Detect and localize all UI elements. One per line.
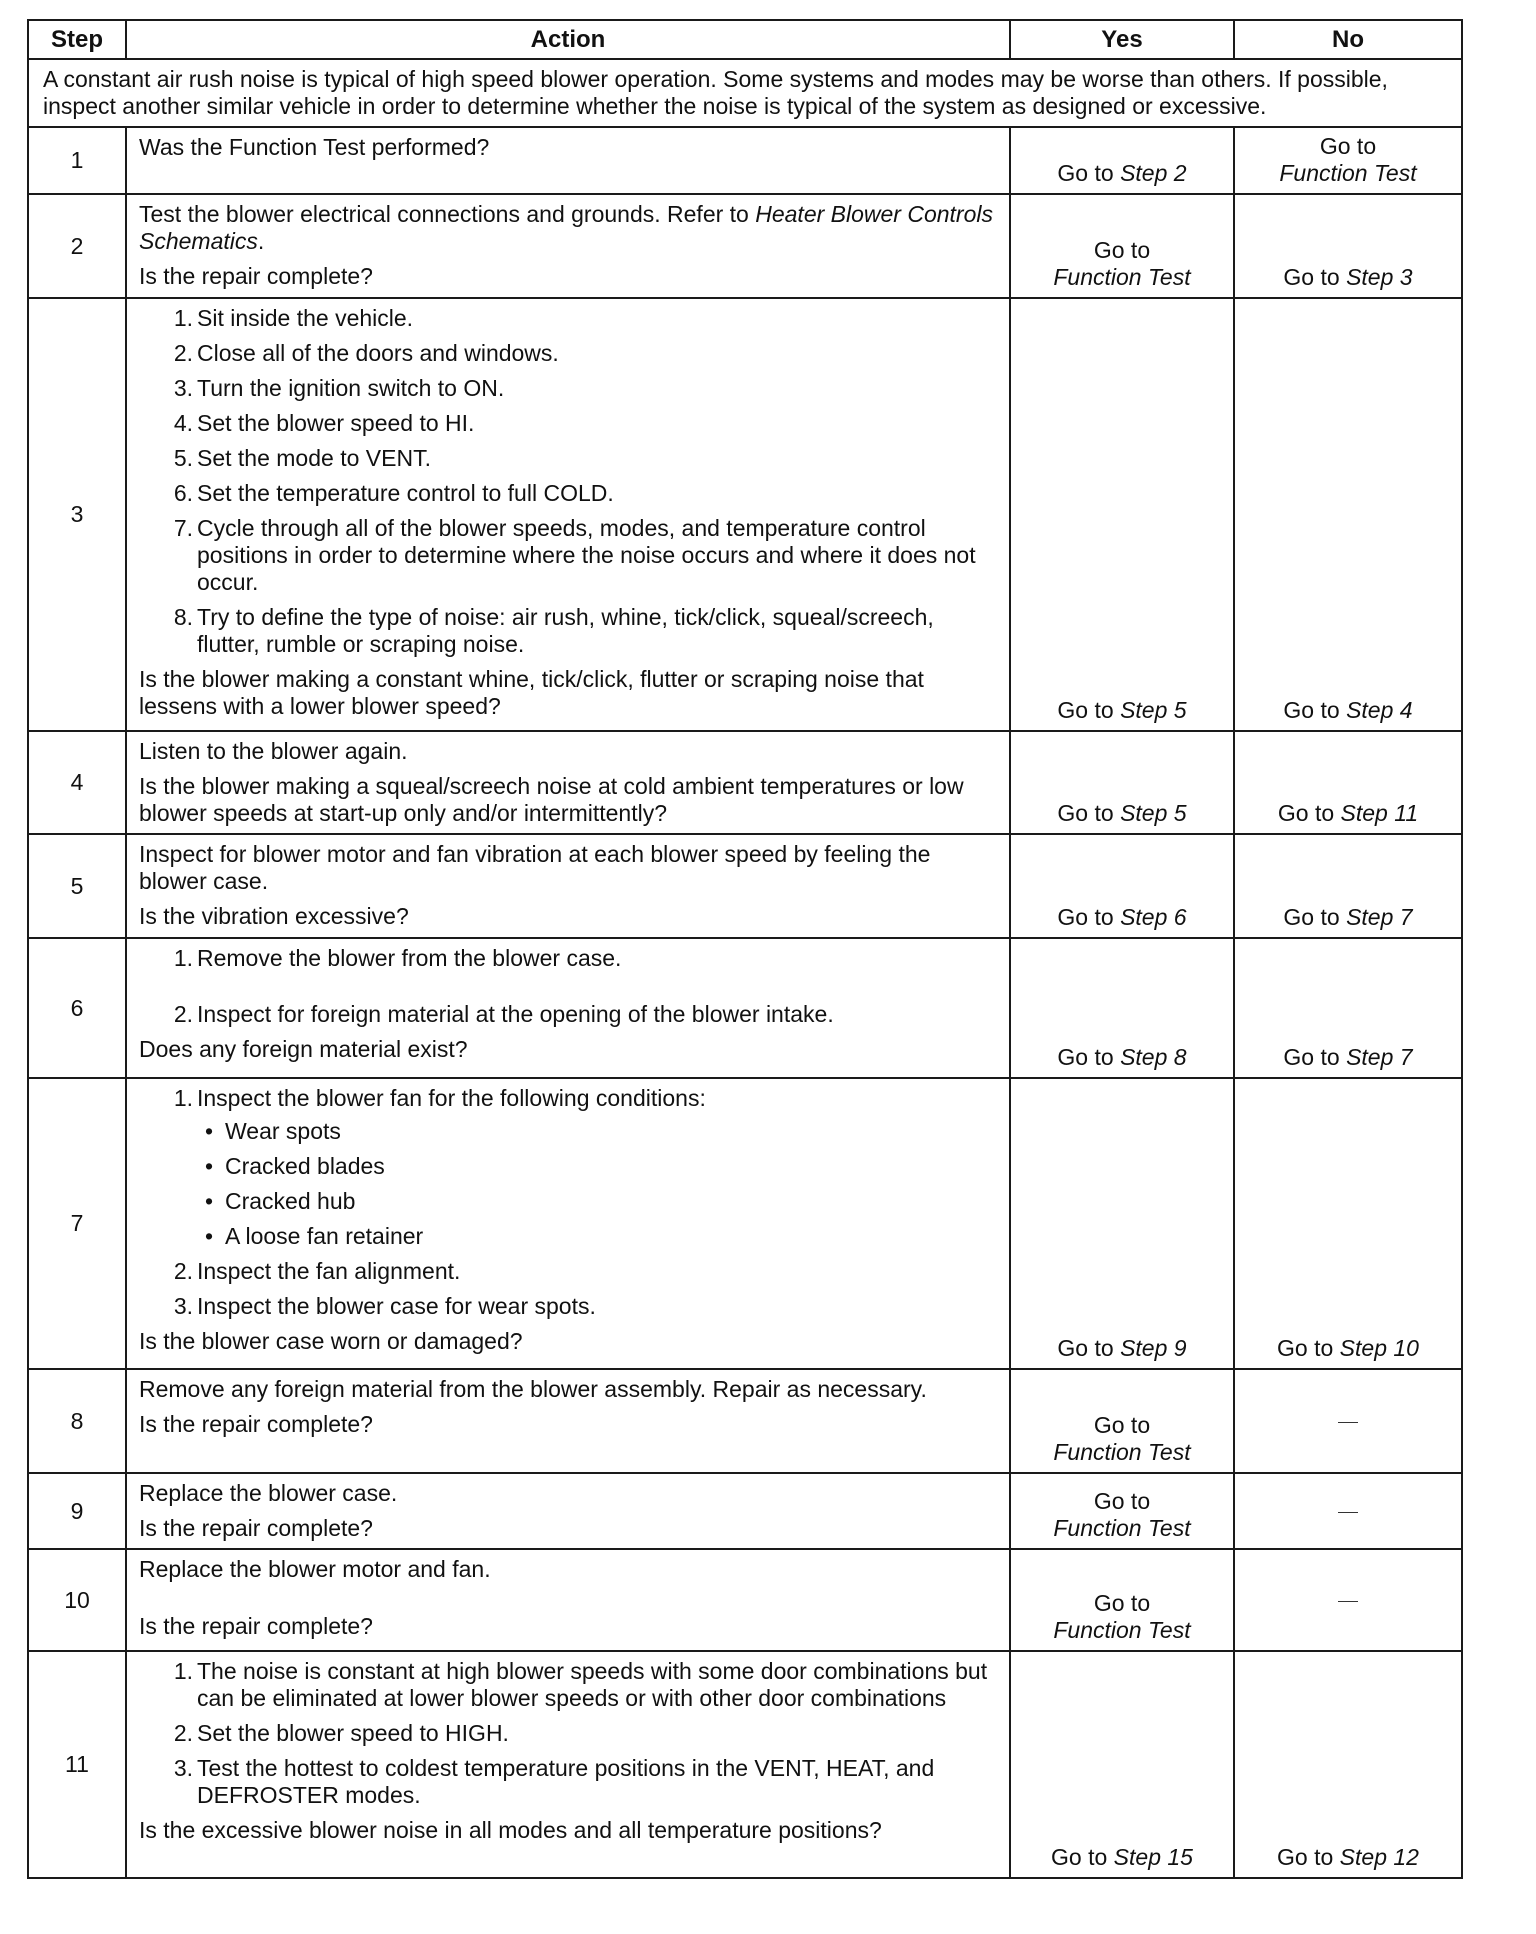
bullet-item [197,1153,999,1180]
list-item [139,1085,999,1250]
no-cell [1234,1651,1462,1878]
yes-prefix: Go to [1093,237,1151,263]
no-prefix: Go to [1277,1335,1340,1361]
no-link[interactable]: Step 4 [1346,697,1413,723]
action-cell [126,1549,1010,1651]
action-cell [126,194,1010,298]
item-number: 8. [173,604,193,630]
item-text: Turn the ignition switch to ON. [197,375,505,401]
item-text: Close all of the doors and windows. [197,340,559,366]
list-item [139,305,999,332]
no-link[interactable]: Step 12 [1339,1844,1419,1870]
item-text: Try to define the type of noise: air rush, whine, tick/click, squeal/screech, flutter, rumble or scraping noise. [197,604,934,657]
step-number: 7 [28,1078,126,1369]
action-cell [126,127,1010,194]
bullet-icon: • [205,1188,214,1214]
intro-text: A constant air rush noise is typical of high speed blower operation. Some systems and modes may be worse than others. If possible, inspect another similar vehicle in order to determine whether the noise is typical of the system as designed or excessive. [28,59,1462,127]
bullet-text: Cracked blades [225,1153,385,1179]
bullet-item [197,1118,999,1145]
bullet-text: Cracked hub [225,1188,356,1214]
table-row [28,127,1462,194]
question-text: Does any foreign material exist? [139,1036,468,1062]
yes-prefix: Go to [1057,1335,1121,1361]
no-prefix: Go to [1319,133,1377,159]
yes-link[interactable]: Step 15 [1113,1844,1193,1870]
step-number: 10 [28,1549,126,1651]
table-row [28,298,1462,731]
bullet-icon: • [205,1223,214,1249]
no-prefix: Go to [1277,1844,1340,1870]
yes-link[interactable]: Function Test [1053,1439,1191,1465]
item-number: 1. [173,305,193,331]
item-number: 2. [173,340,193,366]
yes-prefix: Go to [1051,1844,1114,1870]
question-text: Was the Function Test performed? [139,134,490,160]
no-link[interactable]: Step 11 [1340,800,1419,826]
table-row [28,194,1462,298]
no-link[interactable]: Step 7 [1346,904,1413,930]
instruction-text: Replace the blower motor and fan. [139,1556,491,1582]
question-text: Is the repair complete? [139,1613,373,1639]
action-cell [126,1078,1010,1369]
yes-link[interactable]: Step 6 [1120,904,1187,930]
bullet-item [197,1223,999,1250]
question-text: Is the vibration excessive? [139,903,409,929]
item-number: 3. [173,1293,193,1319]
yes-prefix: Go to [1057,904,1121,930]
item-number: 2. [173,1001,193,1027]
diagnostic-table [27,19,1463,1879]
list-item [139,1755,999,1809]
schematic-reference-link[interactable]: Heater Blower Controls Schematics [139,201,993,254]
yes-cell [1010,731,1234,834]
list-item [139,340,999,367]
step-number: 8 [28,1369,126,1473]
step-number: 4 [28,731,126,834]
list-item [139,445,999,472]
yes-cell [1010,834,1234,938]
yes-link[interactable]: Step 5 [1120,800,1187,826]
item-number: 3. [173,1755,193,1781]
bullet-item [197,1188,999,1215]
table-row [28,1473,1462,1549]
condition-list [197,1118,999,1250]
procedure-list [139,1085,999,1320]
question-text: Is the repair complete? [139,1515,373,1541]
no-cell [1234,1473,1462,1549]
yes-prefix: Go to [1093,1412,1151,1438]
yes-cell [1010,1078,1234,1369]
item-text: Inspect for foreign material at the opening of the blower intake. [197,1001,834,1027]
no-cell [1234,1549,1462,1651]
question-text: Is the blower making a constant whine, tick/click, flutter or scraping noise that lessens with a lower blower speed? [139,666,924,719]
no-prefix: Go to [1283,904,1347,930]
step-number: 9 [28,1473,126,1549]
yes-cell [1010,298,1234,731]
list-item [139,945,999,972]
no-cell [1234,834,1462,938]
action-cell [126,1473,1010,1549]
action-cell [126,834,1010,938]
action-cell [126,1651,1010,1878]
yes-cell [1010,1651,1234,1878]
no-prefix: Go to [1283,1044,1347,1070]
header-yes: Yes [1010,20,1234,59]
yes-link[interactable]: Step 2 [1120,160,1187,186]
table-row [28,1549,1462,1651]
item-number: 2. [173,1720,193,1746]
table-row [28,1369,1462,1473]
no-link[interactable]: Step 3 [1346,264,1413,290]
table-row [28,834,1462,938]
list-item [139,604,999,658]
step-number: 11 [28,1651,126,1878]
step-number: 6 [28,938,126,1078]
instruction-prefix: Test the blower electrical connections and grounds. Refer to [139,201,756,227]
yes-prefix: Go to [1093,1488,1151,1514]
no-cell [1234,1369,1462,1473]
item-text: Set the blower speed to HI. [197,410,475,436]
yes-prefix: Go to [1057,697,1121,723]
item-text: Test the hottest to coldest temperature positions in the VENT, HEAT, and DEFROSTER modes. [197,1755,935,1808]
empty-dash [1338,1601,1358,1602]
no-cell [1234,938,1462,1078]
no-prefix: Go to [1283,264,1347,290]
item-number: 2. [173,1258,193,1284]
no-link[interactable]: Step 10 [1339,1335,1419,1361]
instruction-text: Inspect for blower motor and fan vibration at each blower speed by feeling the blower case. [139,841,931,894]
yes-cell [1010,938,1234,1078]
item-number: 6. [173,480,193,506]
step-number: 3 [28,298,126,731]
item-text: Sit inside the vehicle. [197,305,414,331]
diagnostic-table-sheet [27,19,1461,1879]
list-item [139,1720,999,1747]
item-text: Remove the blower from the blower case. [197,945,622,971]
item-text: Inspect the blower fan for the following conditions: [197,1085,706,1111]
no-cell [1234,127,1462,194]
table-row [28,938,1462,1078]
yes-cell [1010,127,1234,194]
yes-prefix: Go to [1057,160,1121,186]
step-number: 5 [28,834,126,938]
item-text: Cycle through all of the blower speeds, modes, and temperature control positions in order to determine where the noise occurs and where it does not occur. [197,515,976,595]
yes-prefix: Go to [1093,1590,1151,1616]
item-text: Set the mode to VENT. [197,445,431,471]
empty-dash [1338,1512,1358,1513]
step-number: 2 [28,194,126,298]
yes-cell [1010,1549,1234,1651]
step-number: 1 [28,127,126,194]
no-cell [1234,731,1462,834]
intro-row [28,59,1462,127]
yes-link[interactable]: Step 9 [1120,1335,1187,1361]
bullet-text: A loose fan retainer [225,1223,424,1249]
item-text: The noise is constant at high blower speeds with some door combinations but can be eliminated at lower blower speeds or with other door combinations [197,1658,988,1711]
no-link[interactable]: Function Test [1279,160,1417,186]
list-item [139,1258,999,1285]
list-item [139,480,999,507]
instruction-text: Listen to the blower again. [139,738,408,764]
item-number: 1. [173,945,193,971]
bullet-text: Wear spots [225,1118,341,1144]
question-text: Is the repair complete? [139,1411,373,1437]
instruction-text: Replace the blower case. [139,1480,398,1506]
header-action: Action [126,20,1010,59]
bullet-icon: • [205,1153,214,1179]
list-item [139,1293,999,1320]
table-row [28,731,1462,834]
list-item [139,1001,999,1028]
header-row [28,20,1462,59]
no-prefix: Go to [1283,697,1347,723]
yes-prefix: Go to [1057,1044,1121,1070]
header-step: Step [28,20,126,59]
yes-link[interactable]: Function Test [1053,1617,1191,1643]
list-item [139,375,999,402]
item-text: Inspect the blower case for wear spots. [197,1293,596,1319]
item-number: 5. [173,445,193,471]
instruction-suffix: . [257,228,265,254]
action-cell [126,731,1010,834]
item-text: Inspect the fan alignment. [197,1258,461,1284]
list-item [139,1658,999,1712]
table-row [28,1078,1462,1369]
action-cell [126,1369,1010,1473]
instruction-text: Remove any foreign material from the blower assembly. Repair as necessary. [139,1376,927,1402]
procedure-list [139,945,999,1028]
item-number: 1. [173,1085,193,1111]
yes-prefix: Go to [1057,800,1121,826]
item-number: 1. [173,1658,193,1684]
item-number: 7. [173,515,193,541]
no-cell [1234,1078,1462,1369]
table-row [28,1651,1462,1878]
item-number: 3. [173,375,193,401]
question-text: Is the excessive blower noise in all modes and all temperature positions? [139,1817,882,1843]
no-prefix: Go to [1277,800,1341,826]
procedure-list [139,1658,999,1809]
yes-link[interactable]: Function Test [1053,264,1191,290]
instruction-text [139,201,999,255]
yes-link[interactable]: Function Test [1053,1515,1191,1541]
yes-cell [1010,1473,1234,1549]
question-text: Is the blower case worn or damaged? [139,1328,523,1354]
question-text: Is the blower making a squeal/screech noise at cold ambient temperatures or low blower speeds at start-up only and/or intermittently? [139,773,964,826]
question-text: Is the repair complete? [139,263,373,289]
yes-link[interactable]: Step 8 [1120,1044,1187,1070]
no-cell [1234,298,1462,731]
list-item [139,410,999,437]
empty-dash [1338,1422,1358,1423]
yes-cell [1010,1369,1234,1473]
action-cell [126,938,1010,1078]
header-no: No [1234,20,1462,59]
yes-cell [1010,194,1234,298]
no-cell [1234,194,1462,298]
item-number: 4. [173,410,193,436]
yes-link[interactable]: Step 5 [1120,697,1187,723]
procedure-list [139,305,999,658]
action-cell [126,298,1010,731]
list-item [139,515,999,596]
item-text: Set the blower speed to HIGH. [197,1720,509,1746]
no-link[interactable]: Step 7 [1346,1044,1413,1070]
bullet-icon: • [205,1118,214,1144]
item-text: Set the temperature control to full COLD. [197,480,614,506]
